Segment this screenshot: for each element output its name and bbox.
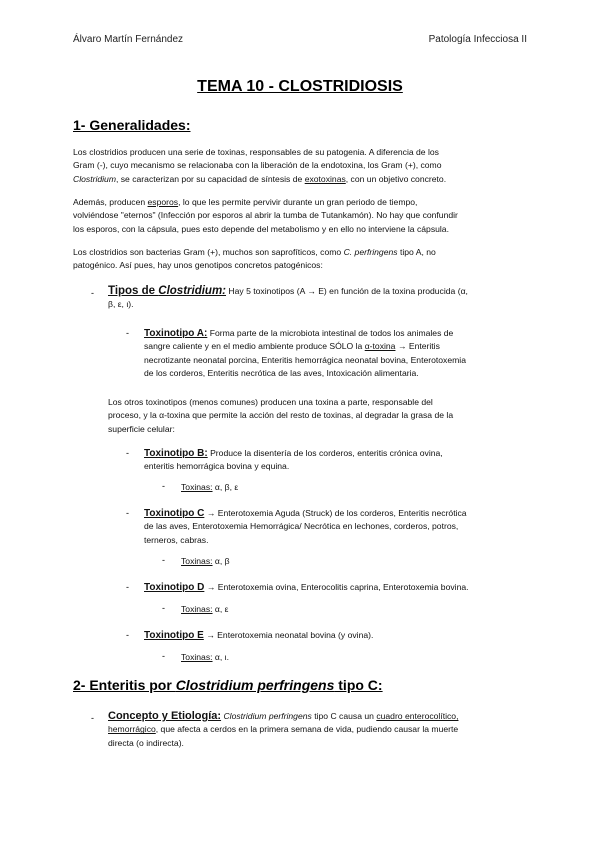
text-line: Toxinotipo C → Enterotoxemia Aguda (Struck) de los corderos, Enteritis necrótica xyxy=(144,508,467,519)
text-line: Tipos de Clostridium: Hay 5 toxinotipos (A → E) en función de la toxina producida (α, xyxy=(108,285,468,297)
text-line: proceso, y la α-toxina que permite la acción del resto de toxinas, al degradar la grasa de la xyxy=(108,410,454,421)
text-line: patogénico. Así pues, hay unos genotipos concretos patogénicos: xyxy=(73,260,323,271)
bullet-dash: - xyxy=(162,481,165,491)
paragraph-generalidades-1 xyxy=(73,146,533,186)
text-line: β, ε, ι). xyxy=(108,299,134,310)
list-item-toxinotipo-c xyxy=(144,507,529,547)
toxinas-d: Toxinas: α, ε xyxy=(181,604,229,614)
text-line: Clostridium, se caracterizan por su capacidad de síntesis de exotoxinas, con un objetivo concreto. xyxy=(73,173,447,184)
list-item-toxinotipo-b xyxy=(144,447,529,474)
text-line: superficie celular: xyxy=(108,423,175,434)
bullet-dash: - xyxy=(126,508,129,518)
bullet-dash: - xyxy=(162,651,165,661)
text-line: Toxinotipo A: Forma parte de la microbiota intestinal de todos los animales de xyxy=(144,328,454,339)
header-course: Patología Infecciosa II xyxy=(428,34,527,45)
header-author: Álvaro Martín Fernández xyxy=(73,34,184,45)
text-line: Los otros toxinotipos (menos comunes) producen una toxina a parte, responsable del xyxy=(108,397,433,407)
list-item-tipos xyxy=(108,285,538,312)
text-line: directa (o indirecta). xyxy=(108,737,184,748)
toxinas-b: Toxinas: α, β, ε xyxy=(181,482,239,492)
list-item-concepto-etiologia xyxy=(108,710,540,750)
text-line: enteritis hemorrágica bovina y equina. xyxy=(144,461,290,472)
bullet-dash: - xyxy=(126,328,129,338)
bullet-dash: - xyxy=(126,630,129,640)
text-line: Toxinotipo B: Produce la disentería de los corderos, enteritis crónica ovina, xyxy=(144,448,443,459)
text-line: Gram (-), cuyo mecanismo se relacionaba con la liberación de la endotoxina, los Gram (+), como xyxy=(73,160,442,171)
bullet-dash: - xyxy=(126,582,129,592)
text-line: terneros, cabras. xyxy=(144,534,209,545)
paragraph-generalidades-3 xyxy=(73,246,533,273)
list-item-toxinotipo-d xyxy=(144,581,529,594)
bullet-dash: - xyxy=(162,603,165,613)
text-line: volviéndose "eternos" (Infección por esporos al abrir la tumba de Tutankamón). No hay que confundir xyxy=(73,210,458,221)
text-line: Concepto y Etiología: Clostridium perfringens tipo C causa un cuadro enterocolítico, xyxy=(108,710,459,722)
text-line: sangre caliente y en el medio ambiente produce SÓLO la α-toxina → Enteritis xyxy=(144,341,440,352)
toxinas-e: Toxinas: α, ι. xyxy=(181,652,229,662)
section-2-heading: 2- Enteritis por Clostridium perfringens tipo C: xyxy=(73,677,383,693)
section-1-heading: 1- Generalidades: xyxy=(73,117,191,133)
text-line: de los corderos, Enteritis necrótica de las aves, Intoxicación alimentaria. xyxy=(144,368,419,379)
toxinas-c: Toxinas: α, β xyxy=(181,556,230,566)
paragraph-generalidades-2 xyxy=(73,196,533,236)
text-line: los esporos, con la cápsula, pues esto depende del metabolismo y en ello no interviene la cápsula. xyxy=(73,223,449,234)
bullet-dash: - xyxy=(162,555,165,565)
text-line: hemorrágico, que afecta a cerdos en la primera semana de vida, pudiendo causar la muerte xyxy=(108,724,459,735)
text-line: necrotizante neonatal porcina, Enteritis hemorrágica neonatal bovina, Enterotoxemia xyxy=(144,354,466,365)
page-title: TEMA 10 - CLOSTRIDIOSIS xyxy=(197,78,403,95)
bullet-dash: - xyxy=(91,713,94,723)
list-item-toxinotipo-a xyxy=(144,327,529,381)
text-line: Además, producen esporos, lo que les permite pervivir durante un gran periodo de tiempo, xyxy=(73,197,418,207)
list-item-toxinotipo-e xyxy=(144,629,529,642)
bullet-dash: - xyxy=(91,288,94,298)
text-line: Toxinotipo E → Enterotoxemia neonatal bovina (y ovina). xyxy=(144,630,374,641)
text-line: de las aves, Enterotoxemia Hemorrágica/ Necrótica en lechones, corderos, potros, xyxy=(144,521,459,532)
bullet-dash: - xyxy=(126,448,129,458)
text-line: Toxinotipo D → Enterotoxemia ovina, Enterocolitis caprina, Enterotoxemia bovina. xyxy=(144,582,469,593)
paragraph-otros-toxinotipos xyxy=(108,396,538,436)
text-line: Los clostridios son bacterias Gram (+), muchos son saprofíticos, como C. perfringens tipo A, no xyxy=(73,247,436,257)
text-line: Los clostridios producen una serie de toxinas, responsables de su patogenia. A diferencia de los xyxy=(73,147,439,157)
